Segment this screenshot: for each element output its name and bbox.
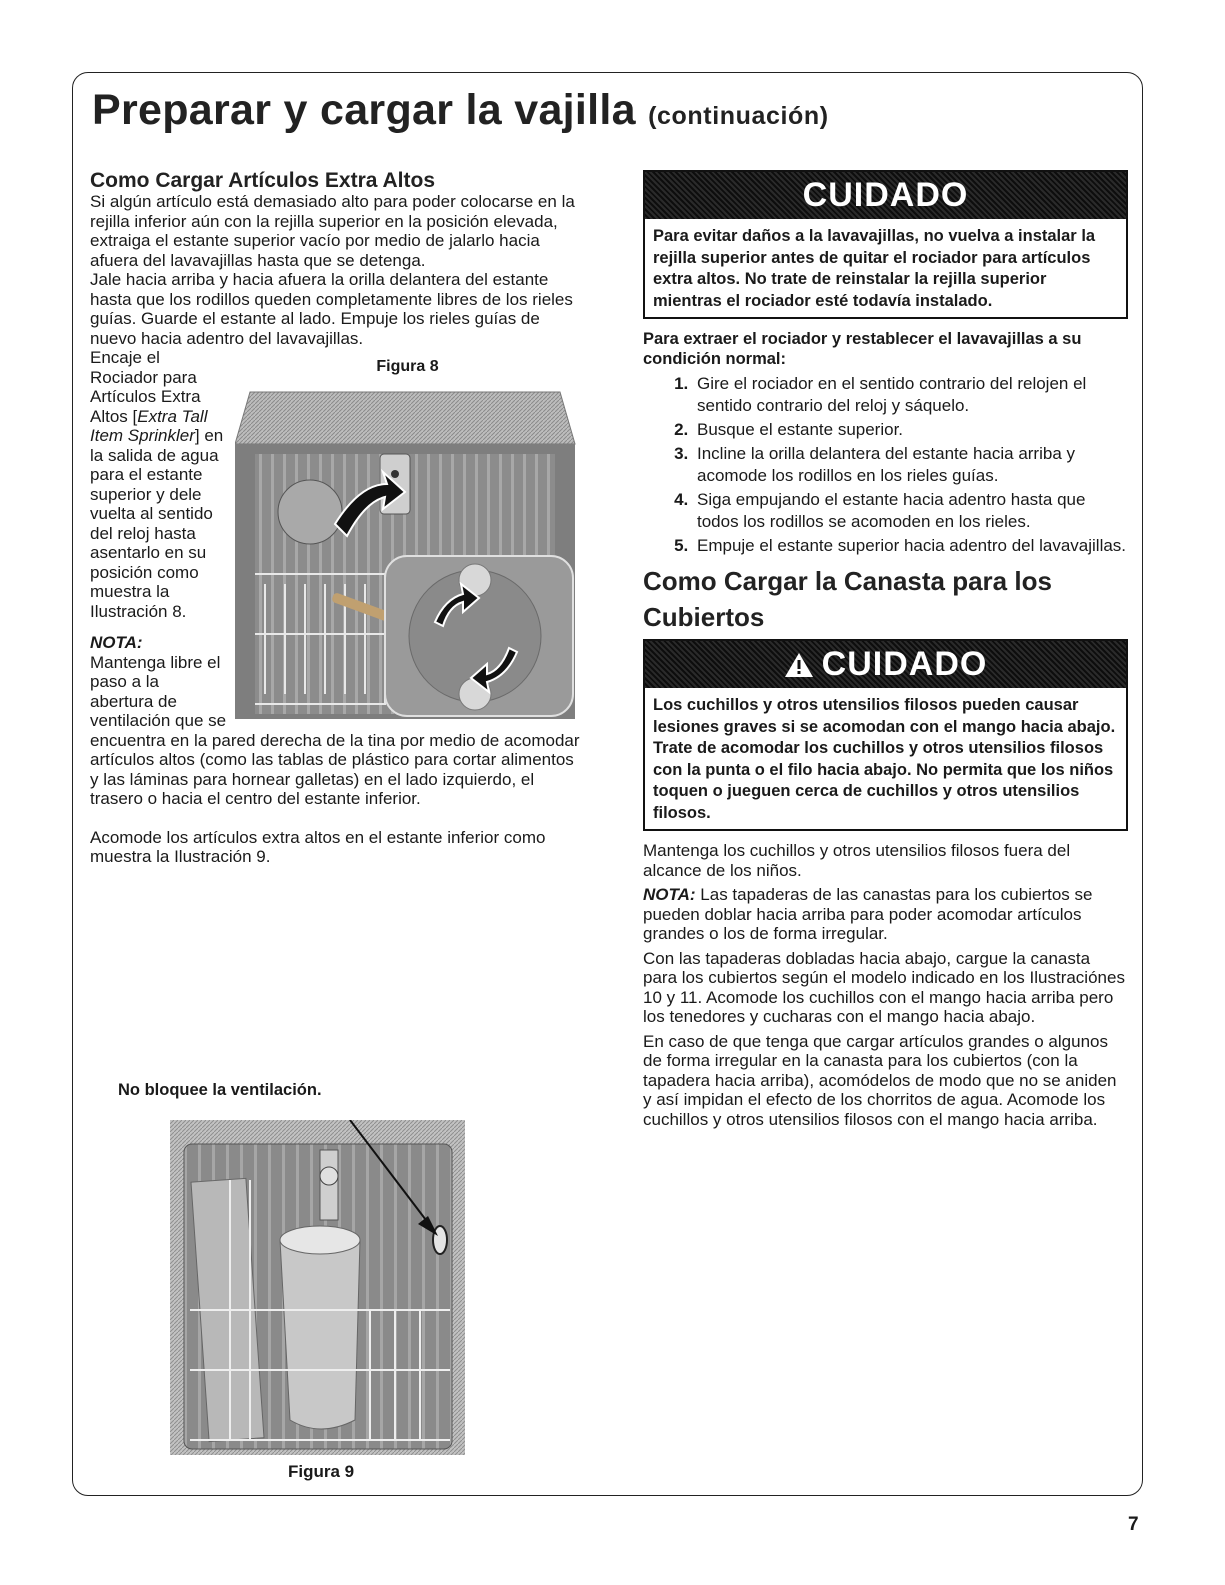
figure-8: [235, 358, 580, 723]
left-column: [90, 170, 580, 867]
step-item: 2. Busque el estante superior.: [693, 419, 1128, 441]
section-heading-extra-tall: Como Cargar Artículos Extra Altos: [90, 169, 436, 192]
steps-list: [643, 373, 1128, 557]
paragraph-arrange-tall: Acomode los artículos extra altos en el estante inferior como muestra la Ilustración 9.: [90, 827, 546, 866]
page-title: [92, 86, 829, 135]
nota-text: Las tapaderas de las canastas para los cubiertos se pueden doblar hacia arriba para poder acomodar artículos grandes o los de forma irregular.: [643, 885, 1093, 943]
section-heading-silverware: Como Cargar la Canasta para los Cubiertos: [643, 566, 1052, 632]
caution-header: [645, 172, 1126, 219]
page-number: 7: [1128, 1514, 1139, 1535]
title-main: Preparar y cargar la vajilla: [92, 86, 636, 134]
step-item: 4. Siga empujando el estante hacia adentro hasta que todos los rodillos se acomoden en los rieles.: [693, 489, 1128, 533]
vent-warning-label: No bloquee la ventilación.: [118, 1081, 322, 1099]
figure-9-caption: Figura 9: [288, 1462, 355, 1481]
sprinkler-text-italic: Extra Tall Item Sprinkler: [90, 406, 208, 445]
step-item: 5. Empuje el estante superior hacia adentro del lavavajillas.: [693, 535, 1128, 557]
right-column: [643, 170, 1128, 1134]
caution-header: [645, 641, 1126, 688]
step-item: 1. Gire el rociador en el sentido contrario del relojen el sentido contrario del reloj y sáquelo.: [693, 373, 1128, 417]
paragraph-remove-rack: Jale hacia arriba y hacia afuera la orilla delantera del estante hasta que los rodillos queden completamente libres de los rieles guías. Guarde el estante al lado. Empuje los rieles guías de nuevo hacia adentro del lavavajillas.: [90, 270, 573, 348]
instructions-heading: Para extraer el rociador y restablecer el lavavajillas a su condición normal:: [643, 330, 1082, 368]
paragraph-load-basket: Con las tapaderas dobladas hacia abajo, cargue la canasta para los cubiertos según el modelo indicado en los Ilustraciónes 10 y 11. Acomode los cuchillos con el mango hacia arriba pero los tenedores y cucharas con el mango hacia abajo.: [643, 948, 1125, 1026]
figure-8-caption: Figura 8: [376, 358, 439, 375]
nota-label: NOTA:: [643, 885, 696, 904]
title-subtitle: (continuación): [648, 102, 829, 130]
sprinkler-text-2: ] en la salida de agua para el estante superior y dele vuelta al sentido del reloj hasta asentarlo en su posición como muestra la Ilustración 8.: [90, 426, 224, 621]
figure-9-illustration: [170, 1120, 465, 1455]
caution-heading: CUIDADO: [821, 645, 988, 683]
paragraph-intro: Si algún artículo está demasiado alto para poder colocarse en la rejilla inferior aún con la rejilla superior en la posición elevada, extraiga el estante superior vacío por medio de jalarlo hacia afuera del lavavajillas hasta que se detenga.: [90, 192, 575, 270]
warning-triangle-icon: [784, 652, 814, 678]
sprinkler-text-1: Encaje el Rociador para Artículos Extra Altos [: [90, 348, 201, 426]
step-item: 3. Incline la orilla delantera del estante hacia arriba y acomode los rodillos en los rieles guías.: [693, 443, 1128, 487]
figure-8-illustration: [235, 384, 580, 719]
caution-box-rack: [643, 170, 1128, 319]
paragraph-irregular-items: En caso de que tenga que cargar artículos grandes o algunos de forma irregular en la canasta para los cubiertos (con la tapadera hacia arriba), acomódelos de modo que no se aniden y así impidan el efecto de los chorritos de agua. Acomode los cuchillos y otros utensilios filosos con el mango hacia arriba.: [643, 1031, 1117, 1129]
nota-block-right: [643, 885, 1128, 944]
nota-text: Mantenga libre el paso a la abertura de ventilación que se encuentra en la pared derecha de la tina por medio de acomodar artículos altos (como las tablas de plástico para cortar alimentos y las láminas para hornear galletas) en el lado izquierdo, el trasero o hacia el centro del estante inferior.: [90, 652, 580, 808]
caution-box-knives: [643, 639, 1128, 831]
paragraph-keep-away: Mantenga los cuchillos y otros utensilios filosos fuera del alcance de los niños.: [643, 841, 1071, 880]
nota-label: NOTA:: [90, 633, 143, 652]
caution-text: Para evitar daños a la lavavajillas, no vuelva a instalar la rejilla superior antes de quitar el rociador para artículos extra altos. No trate de reinstalar la rejilla superior mientras el rociador esté todavía instalado.: [653, 227, 1096, 310]
caution-heading: CUIDADO: [802, 176, 969, 214]
caution-text: Los cuchillos y otros utensilios filosos pueden causar lesiones graves si se acomodan con el mango hacia abajo. Trate de acomodar los cuchillos y otros utensilios filosos con la punta o el filo hacia abajo. No permita que los niños toquen o jueguen cerca de cuchillos y otros utensilios filosos.: [653, 696, 1116, 822]
